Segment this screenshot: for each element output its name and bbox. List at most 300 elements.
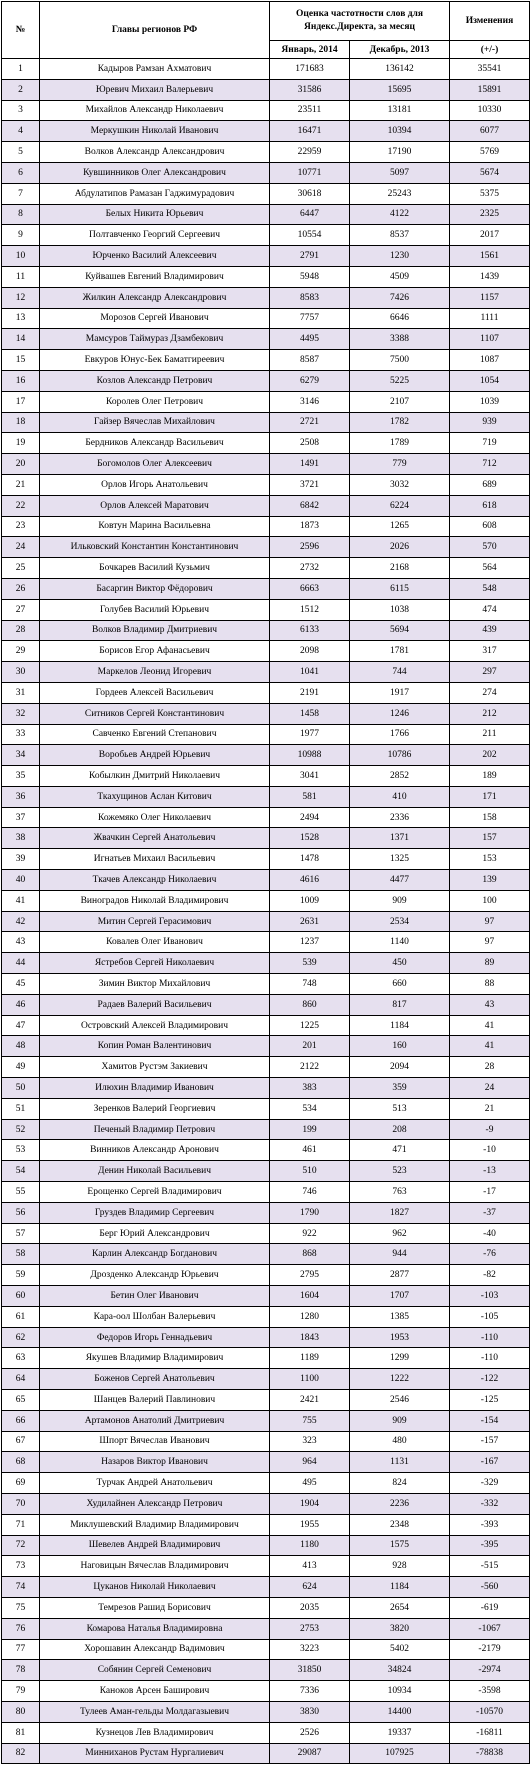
row-name: Печеный Владимир Петрович xyxy=(40,1119,270,1140)
row-change-value: 212 xyxy=(450,703,530,724)
row-name: Кувшинников Олег Александрович xyxy=(40,162,270,183)
row-number: 41 xyxy=(2,890,40,911)
row-jan-value: 7336 xyxy=(270,1681,350,1702)
row-jan-value: 8583 xyxy=(270,287,350,308)
row-dec-value: 1782 xyxy=(350,412,450,433)
row-change-value: 41 xyxy=(450,1015,530,1036)
row-name: Минниханов Рустам Нургалиевич xyxy=(40,1743,270,1764)
row-dec-value: 1222 xyxy=(350,1369,450,1390)
row-dec-value: 15695 xyxy=(350,79,450,100)
row-change-value: -16811 xyxy=(450,1722,530,1743)
row-change-value: 274 xyxy=(450,682,530,703)
row-number: 75 xyxy=(2,1597,40,1618)
row-change-value: -3598 xyxy=(450,1681,530,1702)
row-name: Борисов Егор Афанасьевич xyxy=(40,641,270,662)
row-number: 23 xyxy=(2,516,40,537)
row-name: Копин Роман Валентинович xyxy=(40,1036,270,1057)
row-number: 57 xyxy=(2,1223,40,1244)
row-dec-value: 817 xyxy=(350,994,450,1015)
row-dec-value: 928 xyxy=(350,1556,450,1577)
row-number: 79 xyxy=(2,1681,40,1702)
row-name: Юрченко Василий Алексеевич xyxy=(40,246,270,267)
table-row xyxy=(2,1306,530,1327)
row-number: 25 xyxy=(2,558,40,579)
table-row xyxy=(2,724,530,745)
row-dec-value: 763 xyxy=(350,1182,450,1203)
row-change-value: 317 xyxy=(450,641,530,662)
row-jan-value: 10988 xyxy=(270,745,350,766)
table-row xyxy=(2,1140,530,1161)
regional-heads-table xyxy=(1,1,530,1764)
row-name: Волков Александр Александрович xyxy=(40,142,270,163)
row-name: Миклушевский Владимир Владимирович xyxy=(40,1514,270,1535)
row-change-value: 6077 xyxy=(450,121,530,142)
row-jan-value: 2494 xyxy=(270,807,350,828)
table-row xyxy=(2,183,530,204)
table-row xyxy=(2,287,530,308)
row-number: 60 xyxy=(2,1286,40,1307)
row-change-value: 35541 xyxy=(450,59,530,80)
row-name: Абдулатипов Рамазан Гаджимурадович xyxy=(40,183,270,204)
table-row xyxy=(2,1473,530,1494)
row-name: Белых Никита Юрьевич xyxy=(40,204,270,225)
row-change-value: 5674 xyxy=(450,162,530,183)
row-name: Якушев Владимир Владимирович xyxy=(40,1348,270,1369)
row-dec-value: 4477 xyxy=(350,870,450,891)
table-row xyxy=(2,391,530,412)
row-name: Хорошавин Александр Вадимович xyxy=(40,1639,270,1660)
row-dec-value: 13181 xyxy=(350,100,450,121)
row-jan-value: 31586 xyxy=(270,79,350,100)
row-dec-value: 4122 xyxy=(350,204,450,225)
table-row xyxy=(2,350,530,371)
row-number: 73 xyxy=(2,1556,40,1577)
row-change-value: 712 xyxy=(450,454,530,475)
row-change-value: 719 xyxy=(450,433,530,454)
row-number: 35 xyxy=(2,766,40,787)
table-row xyxy=(2,1431,530,1452)
row-name: Орлов Игорь Анатольевич xyxy=(40,474,270,495)
row-change-value: 202 xyxy=(450,745,530,766)
row-number: 49 xyxy=(2,1057,40,1078)
table-row xyxy=(2,100,530,121)
row-change-value: 97 xyxy=(450,911,530,932)
row-name: Назаров Виктор Иванович xyxy=(40,1452,270,1473)
row-jan-value: 10771 xyxy=(270,162,350,183)
row-dec-value: 1265 xyxy=(350,516,450,537)
row-change-value: 28 xyxy=(450,1057,530,1078)
row-dec-value: 3388 xyxy=(350,329,450,350)
row-dec-value: 2026 xyxy=(350,537,450,558)
row-dec-value: 1953 xyxy=(350,1327,450,1348)
row-number: 21 xyxy=(2,474,40,495)
row-dec-value: 1140 xyxy=(350,932,450,953)
row-number: 9 xyxy=(2,225,40,246)
row-name: Юревич Михаил Валерьевич xyxy=(40,79,270,100)
row-jan-value: 2791 xyxy=(270,246,350,267)
row-dec-value: 8537 xyxy=(350,225,450,246)
table-row xyxy=(2,79,530,100)
row-name: Дрозденко Александр Юрьевич xyxy=(40,1265,270,1286)
row-change-value: 89 xyxy=(450,953,530,974)
table-row xyxy=(2,745,530,766)
header-jan: Январь, 2014 xyxy=(270,41,350,59)
table-row xyxy=(2,1119,530,1140)
row-dec-value: 17190 xyxy=(350,142,450,163)
row-name: Кузнецов Лев Владимирович xyxy=(40,1722,270,1743)
row-name: Богомолов Олег Алексеевич xyxy=(40,454,270,475)
row-number: 50 xyxy=(2,1078,40,1099)
row-number: 65 xyxy=(2,1390,40,1411)
row-number: 7 xyxy=(2,183,40,204)
row-dec-value: 34824 xyxy=(350,1660,450,1681)
row-jan-value: 3830 xyxy=(270,1701,350,1722)
row-dec-value: 1789 xyxy=(350,433,450,454)
row-change-value: 5769 xyxy=(450,142,530,163)
row-dec-value: 5694 xyxy=(350,620,450,641)
row-dec-value: 2877 xyxy=(350,1265,450,1286)
row-number: 61 xyxy=(2,1306,40,1327)
row-jan-value: 323 xyxy=(270,1431,350,1452)
header-estimate: Оценка частотности слов для Яндекс.Директа, за месяц xyxy=(270,2,450,41)
row-jan-value: 1225 xyxy=(270,1015,350,1036)
row-jan-value: 7757 xyxy=(270,308,350,329)
row-number: 11 xyxy=(2,266,40,287)
row-jan-value: 2421 xyxy=(270,1390,350,1411)
row-number: 18 xyxy=(2,412,40,433)
row-jan-value: 2596 xyxy=(270,537,350,558)
table-row xyxy=(2,1639,530,1660)
row-dec-value: 523 xyxy=(350,1161,450,1182)
row-dec-value: 450 xyxy=(350,953,450,974)
row-dec-value: 1038 xyxy=(350,599,450,620)
row-change-value: 939 xyxy=(450,412,530,433)
row-number: 27 xyxy=(2,599,40,620)
row-number: 80 xyxy=(2,1701,40,1722)
row-jan-value: 30618 xyxy=(270,183,350,204)
row-name: Бердников Александр Васильевич xyxy=(40,433,270,454)
row-change-value: 15891 xyxy=(450,79,530,100)
row-change-value: 211 xyxy=(450,724,530,745)
row-name: Ястребов Сергей Николаевич xyxy=(40,953,270,974)
row-number: 82 xyxy=(2,1743,40,1764)
table-row xyxy=(2,662,530,683)
row-dec-value: 1299 xyxy=(350,1348,450,1369)
row-dec-value: 10394 xyxy=(350,121,450,142)
row-change-value: -157 xyxy=(450,1431,530,1452)
row-jan-value: 10554 xyxy=(270,225,350,246)
row-dec-value: 410 xyxy=(350,786,450,807)
table-row xyxy=(2,1722,530,1743)
row-number: 36 xyxy=(2,786,40,807)
table-row xyxy=(2,932,530,953)
table-row xyxy=(2,620,530,641)
table-row xyxy=(2,1223,530,1244)
row-jan-value: 1280 xyxy=(270,1306,350,1327)
row-change-value: -332 xyxy=(450,1493,530,1514)
row-change-value: 1111 xyxy=(450,308,530,329)
table-row xyxy=(2,766,530,787)
row-change-value: 1087 xyxy=(450,350,530,371)
row-change-value: 1157 xyxy=(450,287,530,308)
row-change-value: 297 xyxy=(450,662,530,683)
row-dec-value: 2168 xyxy=(350,558,450,579)
row-jan-value: 6279 xyxy=(270,370,350,391)
table-row xyxy=(2,870,530,891)
table-row xyxy=(2,1202,530,1223)
row-jan-value: 5948 xyxy=(270,266,350,287)
row-jan-value: 2795 xyxy=(270,1265,350,1286)
row-number: 6 xyxy=(2,162,40,183)
row-number: 64 xyxy=(2,1369,40,1390)
row-change-value: 689 xyxy=(450,474,530,495)
row-dec-value: 660 xyxy=(350,974,450,995)
row-dec-value: 19337 xyxy=(350,1722,450,1743)
row-number: 74 xyxy=(2,1577,40,1598)
table-row xyxy=(2,225,530,246)
row-jan-value: 1189 xyxy=(270,1348,350,1369)
row-change-value: 1561 xyxy=(450,246,530,267)
row-number: 37 xyxy=(2,807,40,828)
row-jan-value: 2508 xyxy=(270,433,350,454)
row-dec-value: 5225 xyxy=(350,370,450,391)
table-row xyxy=(2,682,530,703)
row-change-value: 100 xyxy=(450,890,530,911)
row-dec-value: 160 xyxy=(350,1036,450,1057)
row-dec-value: 744 xyxy=(350,662,450,683)
row-change-value: -76 xyxy=(450,1244,530,1265)
row-change-value: 24 xyxy=(450,1078,530,1099)
row-name: Денин Николай Васильевич xyxy=(40,1161,270,1182)
row-change-value: 139 xyxy=(450,870,530,891)
row-dec-value: 779 xyxy=(350,454,450,475)
row-number: 56 xyxy=(2,1202,40,1223)
table-row xyxy=(2,599,530,620)
row-jan-value: 2732 xyxy=(270,558,350,579)
row-number: 51 xyxy=(2,1098,40,1119)
row-number: 59 xyxy=(2,1265,40,1286)
row-jan-value: 3041 xyxy=(270,766,350,787)
row-jan-value: 868 xyxy=(270,1244,350,1265)
row-name: Ильковский Константин Константинович xyxy=(40,537,270,558)
table-row xyxy=(2,890,530,911)
row-change-value: 157 xyxy=(450,828,530,849)
row-dec-value: 480 xyxy=(350,1431,450,1452)
row-jan-value: 2721 xyxy=(270,412,350,433)
row-name: Меркушкин Николай Иванович xyxy=(40,121,270,142)
table-row xyxy=(2,807,530,828)
row-change-value: -1067 xyxy=(450,1618,530,1639)
row-jan-value: 2035 xyxy=(270,1597,350,1618)
row-number: 5 xyxy=(2,142,40,163)
row-name: Маркелов Леонид Игоревич xyxy=(40,662,270,683)
row-change-value: -110 xyxy=(450,1348,530,1369)
header-change-sub: (+/-) xyxy=(450,41,530,59)
table-row xyxy=(2,1244,530,1265)
row-number: 3 xyxy=(2,100,40,121)
row-number: 29 xyxy=(2,641,40,662)
row-change-value: -154 xyxy=(450,1410,530,1431)
row-jan-value: 23511 xyxy=(270,100,350,121)
row-jan-value: 1977 xyxy=(270,724,350,745)
table-row xyxy=(2,1701,530,1722)
row-change-value: -82 xyxy=(450,1265,530,1286)
row-number: 30 xyxy=(2,662,40,683)
row-name: Ткачев Александр Николаевич xyxy=(40,870,270,891)
row-jan-value: 2753 xyxy=(270,1618,350,1639)
row-jan-value: 510 xyxy=(270,1161,350,1182)
table-row xyxy=(2,1681,530,1702)
row-name: Зеренков Валерий Георгиевич xyxy=(40,1098,270,1119)
row-jan-value: 581 xyxy=(270,786,350,807)
row-name: Зимин Виктор Михайлович xyxy=(40,974,270,995)
row-number: 46 xyxy=(2,994,40,1015)
row-jan-value: 6447 xyxy=(270,204,350,225)
row-name: Островский Алексей Владимирович xyxy=(40,1015,270,1036)
row-dec-value: 1371 xyxy=(350,828,450,849)
row-name: Ерощенко Сергей Владимирович xyxy=(40,1182,270,1203)
row-name: Кожемяко Олег Николаевич xyxy=(40,807,270,828)
row-dec-value: 359 xyxy=(350,1078,450,1099)
table-row xyxy=(2,1348,530,1369)
row-name: Темрезов Рашид Борисович xyxy=(40,1597,270,1618)
row-number: 54 xyxy=(2,1161,40,1182)
row-name: Митин Сергей Герасимович xyxy=(40,911,270,932)
row-dec-value: 7500 xyxy=(350,350,450,371)
row-dec-value: 4509 xyxy=(350,266,450,287)
row-dec-value: 208 xyxy=(350,1119,450,1140)
table-row xyxy=(2,1161,530,1182)
table-row xyxy=(2,1452,530,1473)
row-dec-value: 962 xyxy=(350,1223,450,1244)
row-dec-value: 471 xyxy=(350,1140,450,1161)
row-change-value: -105 xyxy=(450,1306,530,1327)
row-dec-value: 3032 xyxy=(350,474,450,495)
row-name: Михайлов Александр Николаевич xyxy=(40,100,270,121)
row-jan-value: 2098 xyxy=(270,641,350,662)
row-name: Евкуров Юнус-Бек Баматгиреевич xyxy=(40,350,270,371)
row-jan-value: 922 xyxy=(270,1223,350,1244)
row-jan-value: 16471 xyxy=(270,121,350,142)
row-dec-value: 944 xyxy=(350,1244,450,1265)
row-number: 70 xyxy=(2,1493,40,1514)
row-number: 40 xyxy=(2,870,40,891)
row-change-value: 97 xyxy=(450,932,530,953)
row-change-value: -40 xyxy=(450,1223,530,1244)
row-number: 52 xyxy=(2,1119,40,1140)
row-jan-value: 624 xyxy=(270,1577,350,1598)
row-jan-value: 8587 xyxy=(270,350,350,371)
row-number: 63 xyxy=(2,1348,40,1369)
row-dec-value: 5402 xyxy=(350,1639,450,1660)
row-number: 24 xyxy=(2,537,40,558)
row-name: Бетин Олег Иванович xyxy=(40,1286,270,1307)
row-jan-value: 755 xyxy=(270,1410,350,1431)
row-number: 10 xyxy=(2,246,40,267)
table-row xyxy=(2,474,530,495)
row-name: Гордеев Алексей Васильевич xyxy=(40,682,270,703)
row-change-value: 153 xyxy=(450,849,530,870)
row-dec-value: 1246 xyxy=(350,703,450,724)
table-row xyxy=(2,1660,530,1681)
row-jan-value: 1843 xyxy=(270,1327,350,1348)
row-name: Кадыров Рамзан Ахматович xyxy=(40,59,270,80)
row-jan-value: 748 xyxy=(270,974,350,995)
row-name: Гайзер Вячеслав Михайлович xyxy=(40,412,270,433)
row-number: 53 xyxy=(2,1140,40,1161)
row-change-value: -393 xyxy=(450,1514,530,1535)
row-change-value: -515 xyxy=(450,1556,530,1577)
table-row xyxy=(2,703,530,724)
row-change-value: -103 xyxy=(450,1286,530,1307)
row-number: 4 xyxy=(2,121,40,142)
row-dec-value: 909 xyxy=(350,1410,450,1431)
row-number: 81 xyxy=(2,1722,40,1743)
row-name: Жвачкин Сергей Анатольевич xyxy=(40,828,270,849)
row-dec-value: 1707 xyxy=(350,1286,450,1307)
row-dec-value: 2654 xyxy=(350,1597,450,1618)
row-name: Цуканов Николай Николаевич xyxy=(40,1577,270,1598)
row-change-value: 43 xyxy=(450,994,530,1015)
table-row xyxy=(2,308,530,329)
row-jan-value: 201 xyxy=(270,1036,350,1057)
row-name: Берг Юрий Александрович xyxy=(40,1223,270,1244)
row-number: 17 xyxy=(2,391,40,412)
row-jan-value: 964 xyxy=(270,1452,350,1473)
table-row xyxy=(2,1015,530,1036)
row-dec-value: 1766 xyxy=(350,724,450,745)
row-jan-value: 1904 xyxy=(270,1493,350,1514)
table-row xyxy=(2,1286,530,1307)
table-row xyxy=(2,412,530,433)
row-number: 68 xyxy=(2,1452,40,1473)
row-name: Полтавченко Георгий Сергеевич xyxy=(40,225,270,246)
row-name: Игнатьев Михаил Васильевич xyxy=(40,849,270,870)
row-name: Ковалев Олег Иванович xyxy=(40,932,270,953)
row-change-value: 171 xyxy=(450,786,530,807)
row-jan-value: 6133 xyxy=(270,620,350,641)
table-row xyxy=(2,266,530,287)
row-jan-value: 1009 xyxy=(270,890,350,911)
row-number: 62 xyxy=(2,1327,40,1348)
row-number: 13 xyxy=(2,308,40,329)
row-change-value: 41 xyxy=(450,1036,530,1057)
row-dec-value: 107925 xyxy=(350,1743,450,1764)
row-change-value: 474 xyxy=(450,599,530,620)
row-jan-value: 1491 xyxy=(270,454,350,475)
row-dec-value: 2852 xyxy=(350,766,450,787)
row-dec-value: 14400 xyxy=(350,1701,450,1722)
row-number: 76 xyxy=(2,1618,40,1639)
row-jan-value: 2122 xyxy=(270,1057,350,1078)
row-change-value: -395 xyxy=(450,1535,530,1556)
row-name: Ковтун Марина Васильевна xyxy=(40,516,270,537)
table-row xyxy=(2,162,530,183)
row-number: 19 xyxy=(2,433,40,454)
row-jan-value: 2191 xyxy=(270,682,350,703)
row-change-value: 570 xyxy=(450,537,530,558)
row-name: Тулеев Аман-гельды Молдагазыевич xyxy=(40,1701,270,1722)
table-row xyxy=(2,953,530,974)
row-dec-value: 1827 xyxy=(350,1202,450,1223)
row-dec-value: 1385 xyxy=(350,1306,450,1327)
row-jan-value: 860 xyxy=(270,994,350,1015)
row-dec-value: 6646 xyxy=(350,308,450,329)
row-jan-value: 461 xyxy=(270,1140,350,1161)
row-dec-value: 2534 xyxy=(350,911,450,932)
row-name: Наговицын Вячеслав Владимирович xyxy=(40,1556,270,1577)
row-change-value: 88 xyxy=(450,974,530,995)
